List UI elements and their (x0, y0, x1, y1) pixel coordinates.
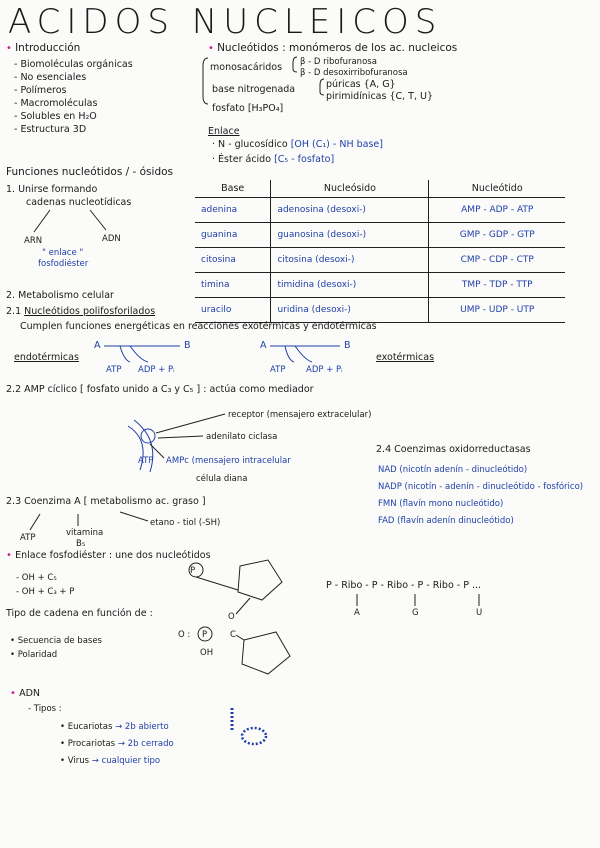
b5-label: B₅ (76, 539, 86, 549)
phosphate-p-mid: P (202, 630, 208, 640)
list-item: NAD (nicotín adenín - dinucleótido) (378, 465, 528, 475)
table-row: citosina citosina (desoxi-) CMP - CDP - CTP (195, 248, 565, 273)
list-item: • Eucariotas → 2b abierto (60, 722, 169, 732)
reaction-b2: B (344, 340, 351, 351)
receptor-label: receptor (mensajero extracelular) (228, 410, 372, 420)
brace-left (203, 58, 208, 104)
list-item: • Virus → cualquier tipo (60, 756, 161, 766)
arn-label: ARN (24, 236, 43, 246)
chain-label: P - Ribo - P - Ribo - P - Ribo - P ... (326, 580, 482, 591)
brace-base (320, 79, 324, 95)
funcion-21: 2.1 Nucleótidos polifosforilados (6, 306, 156, 317)
funcion-21c: Cumplen funciones energéticas en reacciones exotérmicas y endotérmicas (20, 321, 377, 332)
funcion-1: 1. Unirse formando (6, 184, 98, 195)
table-row: timina timidina (desoxi-) TMP - TDP - TTP (195, 273, 565, 298)
coa-arrow-atp (30, 514, 40, 530)
endo-label: endotérmicas (14, 352, 79, 363)
reaction-curve-1 (120, 346, 148, 362)
table-row: uracilo uridina (desoxi-) UMP - UDP - UTP (195, 298, 565, 323)
membrane-line-2 (134, 420, 153, 472)
list-item: - OH + C₃ + P (16, 587, 75, 597)
list-item: • Procariotas → 2b cerrado (60, 739, 174, 749)
exo-label: exotérmicas (376, 352, 435, 363)
list-item: - OH + C₅ (16, 573, 57, 583)
intro-heading: • Introducción (6, 42, 81, 54)
atp-label-23: ATP (20, 533, 36, 543)
reaction-adp1: ADP + Pᵢ (138, 365, 175, 375)
list-item: - Polímeros (14, 85, 67, 96)
nucleotidos-heading: • Nucleótidos : monómeros de los ac. nucleicos (208, 42, 458, 54)
coa-arrow-etano (120, 512, 148, 521)
brace-mono (293, 57, 297, 72)
enlace-heading: Enlace (208, 126, 240, 137)
table-row: guanina guanosina (desoxi-) GMP - GDP - GTP (195, 223, 565, 248)
list-item: - No esenciales (14, 72, 87, 83)
circular-dna-icon (242, 728, 266, 744)
list-item: - Biomoléculas orgánicas (14, 59, 133, 70)
vitamina-label: vitamina (66, 528, 104, 538)
atp-label-22: ATP (138, 456, 154, 466)
hydroxyl-oh: OH (200, 648, 214, 658)
table-header: Base (195, 180, 271, 198)
mono-items: β - D ribofuranosa β - D desoxirribofuranosa (300, 57, 408, 78)
funcion-22: 2.2 AMP cíclico [ fosfato unido a C₃ y C₅ ] : actúa como mediador (6, 384, 314, 395)
table-header: Nucleótido (429, 180, 565, 198)
fosfodiester-heading: • Enlace fosfodiéster : une dos nucleótidos (6, 550, 211, 561)
receptor-pointer (156, 414, 225, 433)
base-types: púricas {A, G} pirimidínicas {C, T, U} (326, 79, 434, 102)
sugar-ring-top (238, 560, 282, 600)
funcion-23: 2.3 Coenzima A [ metabolismo ac. graso ] (6, 496, 206, 507)
membrane-line-1 (128, 426, 143, 470)
reaction-b1: B (184, 340, 191, 351)
reaction-a1: A (94, 340, 101, 351)
reaction-adp2: ADP + Pᵢ (306, 365, 343, 375)
phosphate-circle-top (189, 563, 203, 577)
page-title: ACIDOS NUCLEICOS (8, 2, 443, 42)
adenilato-label: adenilato ciclasa (206, 432, 278, 442)
ampc-label: AMPc (mensajero intracelular (166, 456, 291, 466)
reaction-atp2: ATP (270, 365, 286, 375)
phosphate-circle-mid (198, 627, 212, 641)
cadena-heading: Tipo de cadena en función de : (6, 608, 153, 619)
funcion-1b: cadenas nucleotídicas (26, 197, 132, 208)
enlace-fd2: fosfodiéster (38, 259, 89, 269)
list-item: • Secuencia de bases (10, 636, 102, 646)
table-header: Nucleósido (271, 180, 429, 198)
list-item: NADP (nicotín - adenín - dinucleótido - fosfórico) (378, 482, 584, 492)
list-item: FMN (flavín mono nucleótido) (378, 499, 504, 509)
adn-label: ADN (102, 234, 121, 244)
base-label: base nitrogenada (212, 84, 296, 95)
table-row: adenina adenosina (desoxi-) AMP - ADP - ATP (195, 198, 565, 223)
enlace-ester: · Éster ácido [C₅ - fosfato] (212, 154, 335, 165)
fosfato-label: fosfato [H₃PO₄] (212, 103, 284, 114)
reaction-atp1: ATP (106, 365, 122, 375)
adenilato-pointer (158, 436, 203, 438)
arn-arrow (34, 210, 50, 232)
reaction-curve-2 (285, 346, 312, 362)
etano-label: etano - tiol (-SH) (150, 518, 221, 528)
phosphate-p-top: P (190, 566, 196, 576)
funcion-2: 2. Metabolismo celular (6, 290, 114, 301)
reaction-a2: A (260, 340, 267, 351)
enlace-glucosidico: · N - glucosídico [OH (C₁) - NH base] (212, 139, 383, 150)
list-item: FAD (flavín adenín dinucleótido) (378, 516, 514, 526)
adn-arrow (90, 210, 106, 230)
chain-base-a: A (354, 608, 360, 618)
list-item: - Solubles en H₂O (14, 111, 97, 122)
coenzimas-heading: 2.4 Coenzimas oxidorreductasas (376, 444, 531, 455)
adn-tipos: - Tipos : (28, 704, 62, 714)
sugar-ring-bottom (242, 632, 290, 674)
enlace-fd: " enlace " (42, 248, 84, 258)
chain-base-u: U (476, 608, 483, 618)
carbon-c: C (230, 630, 236, 640)
funciones-heading: Funciones nucleótidos / - ósidos (6, 166, 174, 178)
oxygen-o2: O : (178, 630, 191, 640)
list-item: - Macromoléculas (14, 98, 98, 109)
chain-base-g: G (412, 608, 419, 618)
list-item: • Polaridad (10, 650, 58, 660)
list-item: - Estructura 3D (14, 124, 87, 135)
adn-heading: • ADN (10, 688, 40, 699)
celula-label: célula diana (196, 474, 248, 484)
mono-label: monosacáridos (210, 62, 283, 73)
oxygen-o: O (228, 612, 235, 622)
